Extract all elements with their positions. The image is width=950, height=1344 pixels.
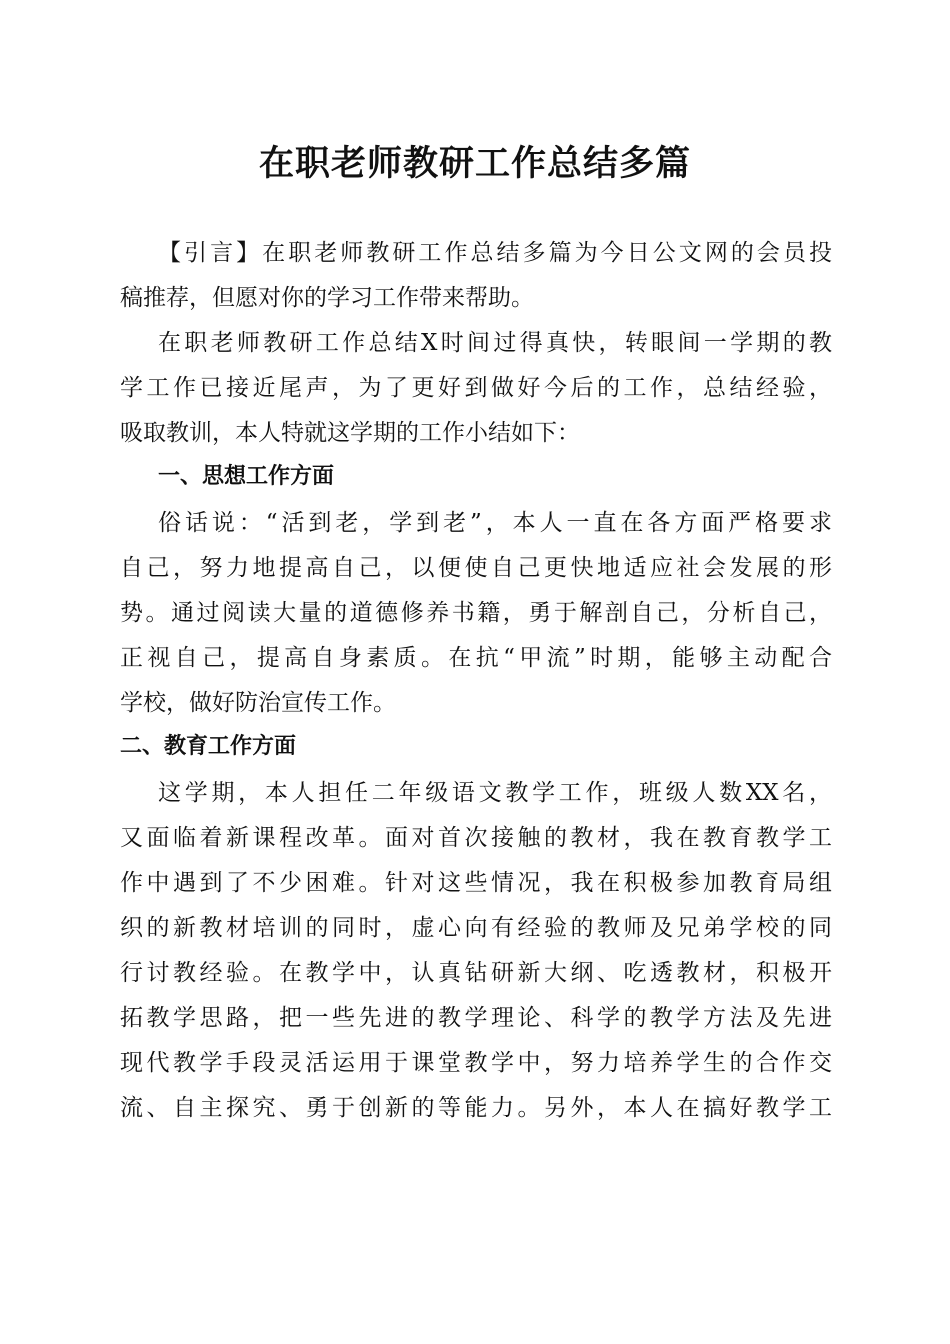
paragraph-line: 【引言】在职老师教研工作总结多篇为今日公文网的会员投 (158, 240, 832, 266)
paragraph-line: 在职老师教研工作总结X时间过得真快，转眼间一学期的教 (158, 330, 832, 356)
paragraph-line: 拓教学思路，把一些先进的教学理论、科学的教学方法及先进 (120, 1005, 832, 1031)
paragraph-line: 作中遇到了不少困难。针对这些情况，我在积极参加教育局组 (120, 870, 832, 896)
paragraph-line: 学工作已接近尾声，为了更好到做好今后的工作，总结经验， (120, 375, 832, 401)
paragraph-line: 自己，努力地提高自己，以便使自己更快地适应社会发展的形 (120, 555, 832, 581)
section-heading: 二、教育工作方面 (120, 734, 297, 759)
paragraph-line: 稿推荐，但愿对你的学习工作带来帮助。 (120, 285, 534, 311)
section-heading: 一、思想工作方面 (158, 464, 335, 489)
paragraph-line: 行讨教经验。在教学中，认真钻研新大纲、吃透教材，积极开 (120, 960, 832, 986)
paragraph-line: 现代教学手段灵活运用于课堂教学中，努力培养学生的合作交 (120, 1050, 832, 1076)
paragraph-line: 吸取教训，本人特就这学期的工作小结如下： (120, 420, 580, 446)
paragraph-line: 这学期，本人担任二年级语文教学工作，班级人数XX名， (158, 780, 832, 806)
paragraph-line: 俗话说：“活到老，学到老”，本人一直在各方面严格要求 (158, 510, 832, 536)
paragraph-line: 学校，做好防治宣传工作。 (120, 690, 396, 716)
document-title: 在职老师教研工作总结多篇 (258, 143, 691, 184)
paragraph-line: 织的新教材培训的同时，虚心向有经验的教师及兄弟学校的同 (120, 915, 832, 941)
paragraph-line: 势。通过阅读大量的道德修养书籍，勇于解剖自己，分析自己， (120, 600, 832, 626)
paragraph-line: 又面临着新课程改革。面对首次接触的教材，我在教育教学工 (120, 825, 832, 851)
paragraph-line: 流、自主探究、勇于创新的等能力。另外，本人在搞好教学工 (120, 1095, 832, 1121)
paragraph-line: 正视自己，提高自身素质。在抗“甲流”时期，能够主动配合 (120, 645, 832, 671)
